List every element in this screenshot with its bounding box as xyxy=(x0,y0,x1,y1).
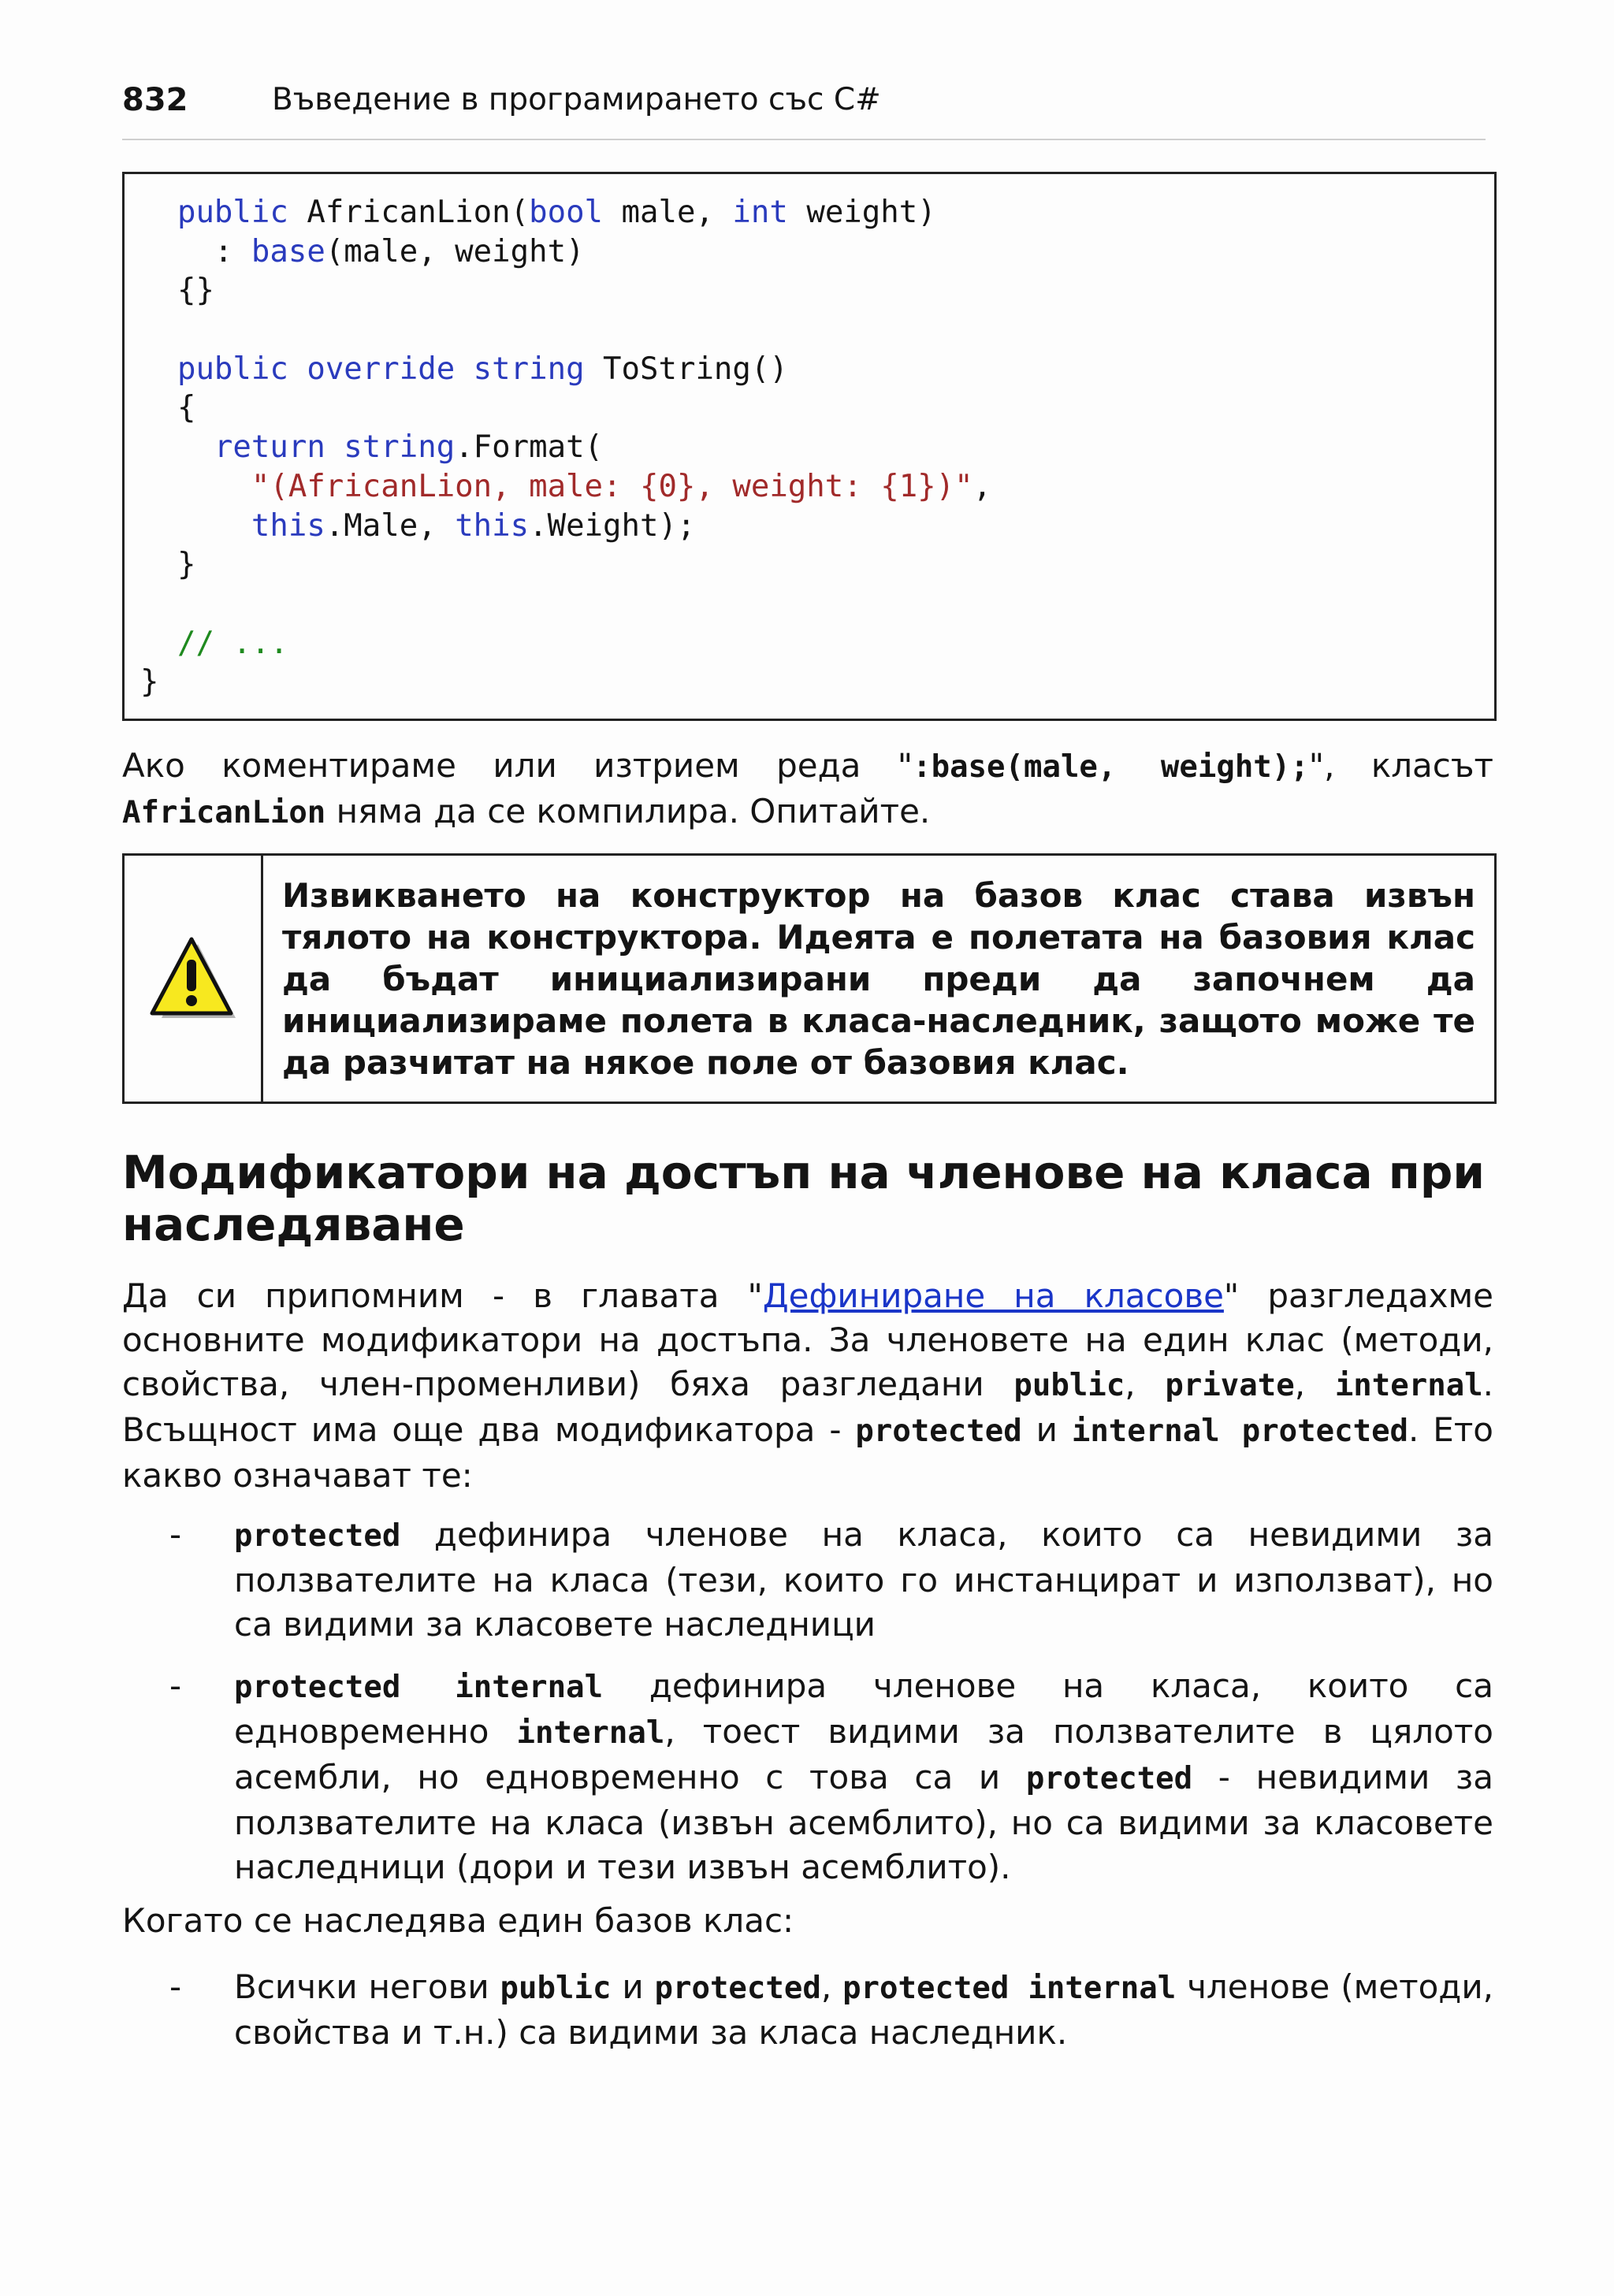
paragraph-compile-note: Ако коментираме или изтрием реда ":base(male, weight);", класът AfricanLion няма да се компилира. Опитайте. xyxy=(122,746,1494,830)
code-line: { xyxy=(177,390,196,426)
code-listing xyxy=(122,172,1497,721)
code-line: // ... xyxy=(177,625,288,661)
warning-callout xyxy=(122,853,1497,1104)
code-line: public AfricanLion(bool male, int weight) xyxy=(177,195,936,230)
code-line: public override string ToString() xyxy=(177,351,788,387)
section-heading: Модификатори на достъп на членове на класа при наследяване xyxy=(122,1146,1486,1251)
chapter-link[interactable]: Дефиниране на класове xyxy=(762,1276,1224,1315)
code-line xyxy=(140,310,1494,350)
paragraph-access-modifiers: Да си припомним - в главата "Дефиниране на класове" разгледахме основните модификатори на достъпа. За членовете на един клас (методи, свойства, член-променливи) бяха разгледани public, private, internal. Всъщност има още два модификатора - protected и internal protected. Ето какво означават те: xyxy=(122,1276,1494,1495)
warning-text: Извикването на конструктор на базов клас става извън тялото на конструктора. Идеята е полетата на базовия клас да бъдат инициализирани преди да започнем да инициализираме полета в класа-наследник, защото може те да разчитат на някое поле от базовия клас. xyxy=(282,876,1475,1082)
code-line: {} xyxy=(177,273,214,309)
code-line: : base(male, weight) xyxy=(214,233,585,269)
book-title: Въведение в програмирането със C# xyxy=(272,82,881,117)
page-header xyxy=(122,79,1486,140)
code-line: } xyxy=(140,664,159,700)
code-line xyxy=(140,585,1494,624)
paragraph-inheritance-intro: Когато се наследява един базов клас: xyxy=(122,1901,794,1940)
code-line: this.Male, this.Weight); xyxy=(251,507,696,544)
warning-triangle-icon xyxy=(149,936,237,1021)
code-line: return string.Format( xyxy=(214,429,604,466)
code-line: "(AfricanLion, male: {0}, weight: {1})", xyxy=(251,468,992,504)
code-line: } xyxy=(177,547,196,583)
page-number: 832 xyxy=(122,82,188,118)
